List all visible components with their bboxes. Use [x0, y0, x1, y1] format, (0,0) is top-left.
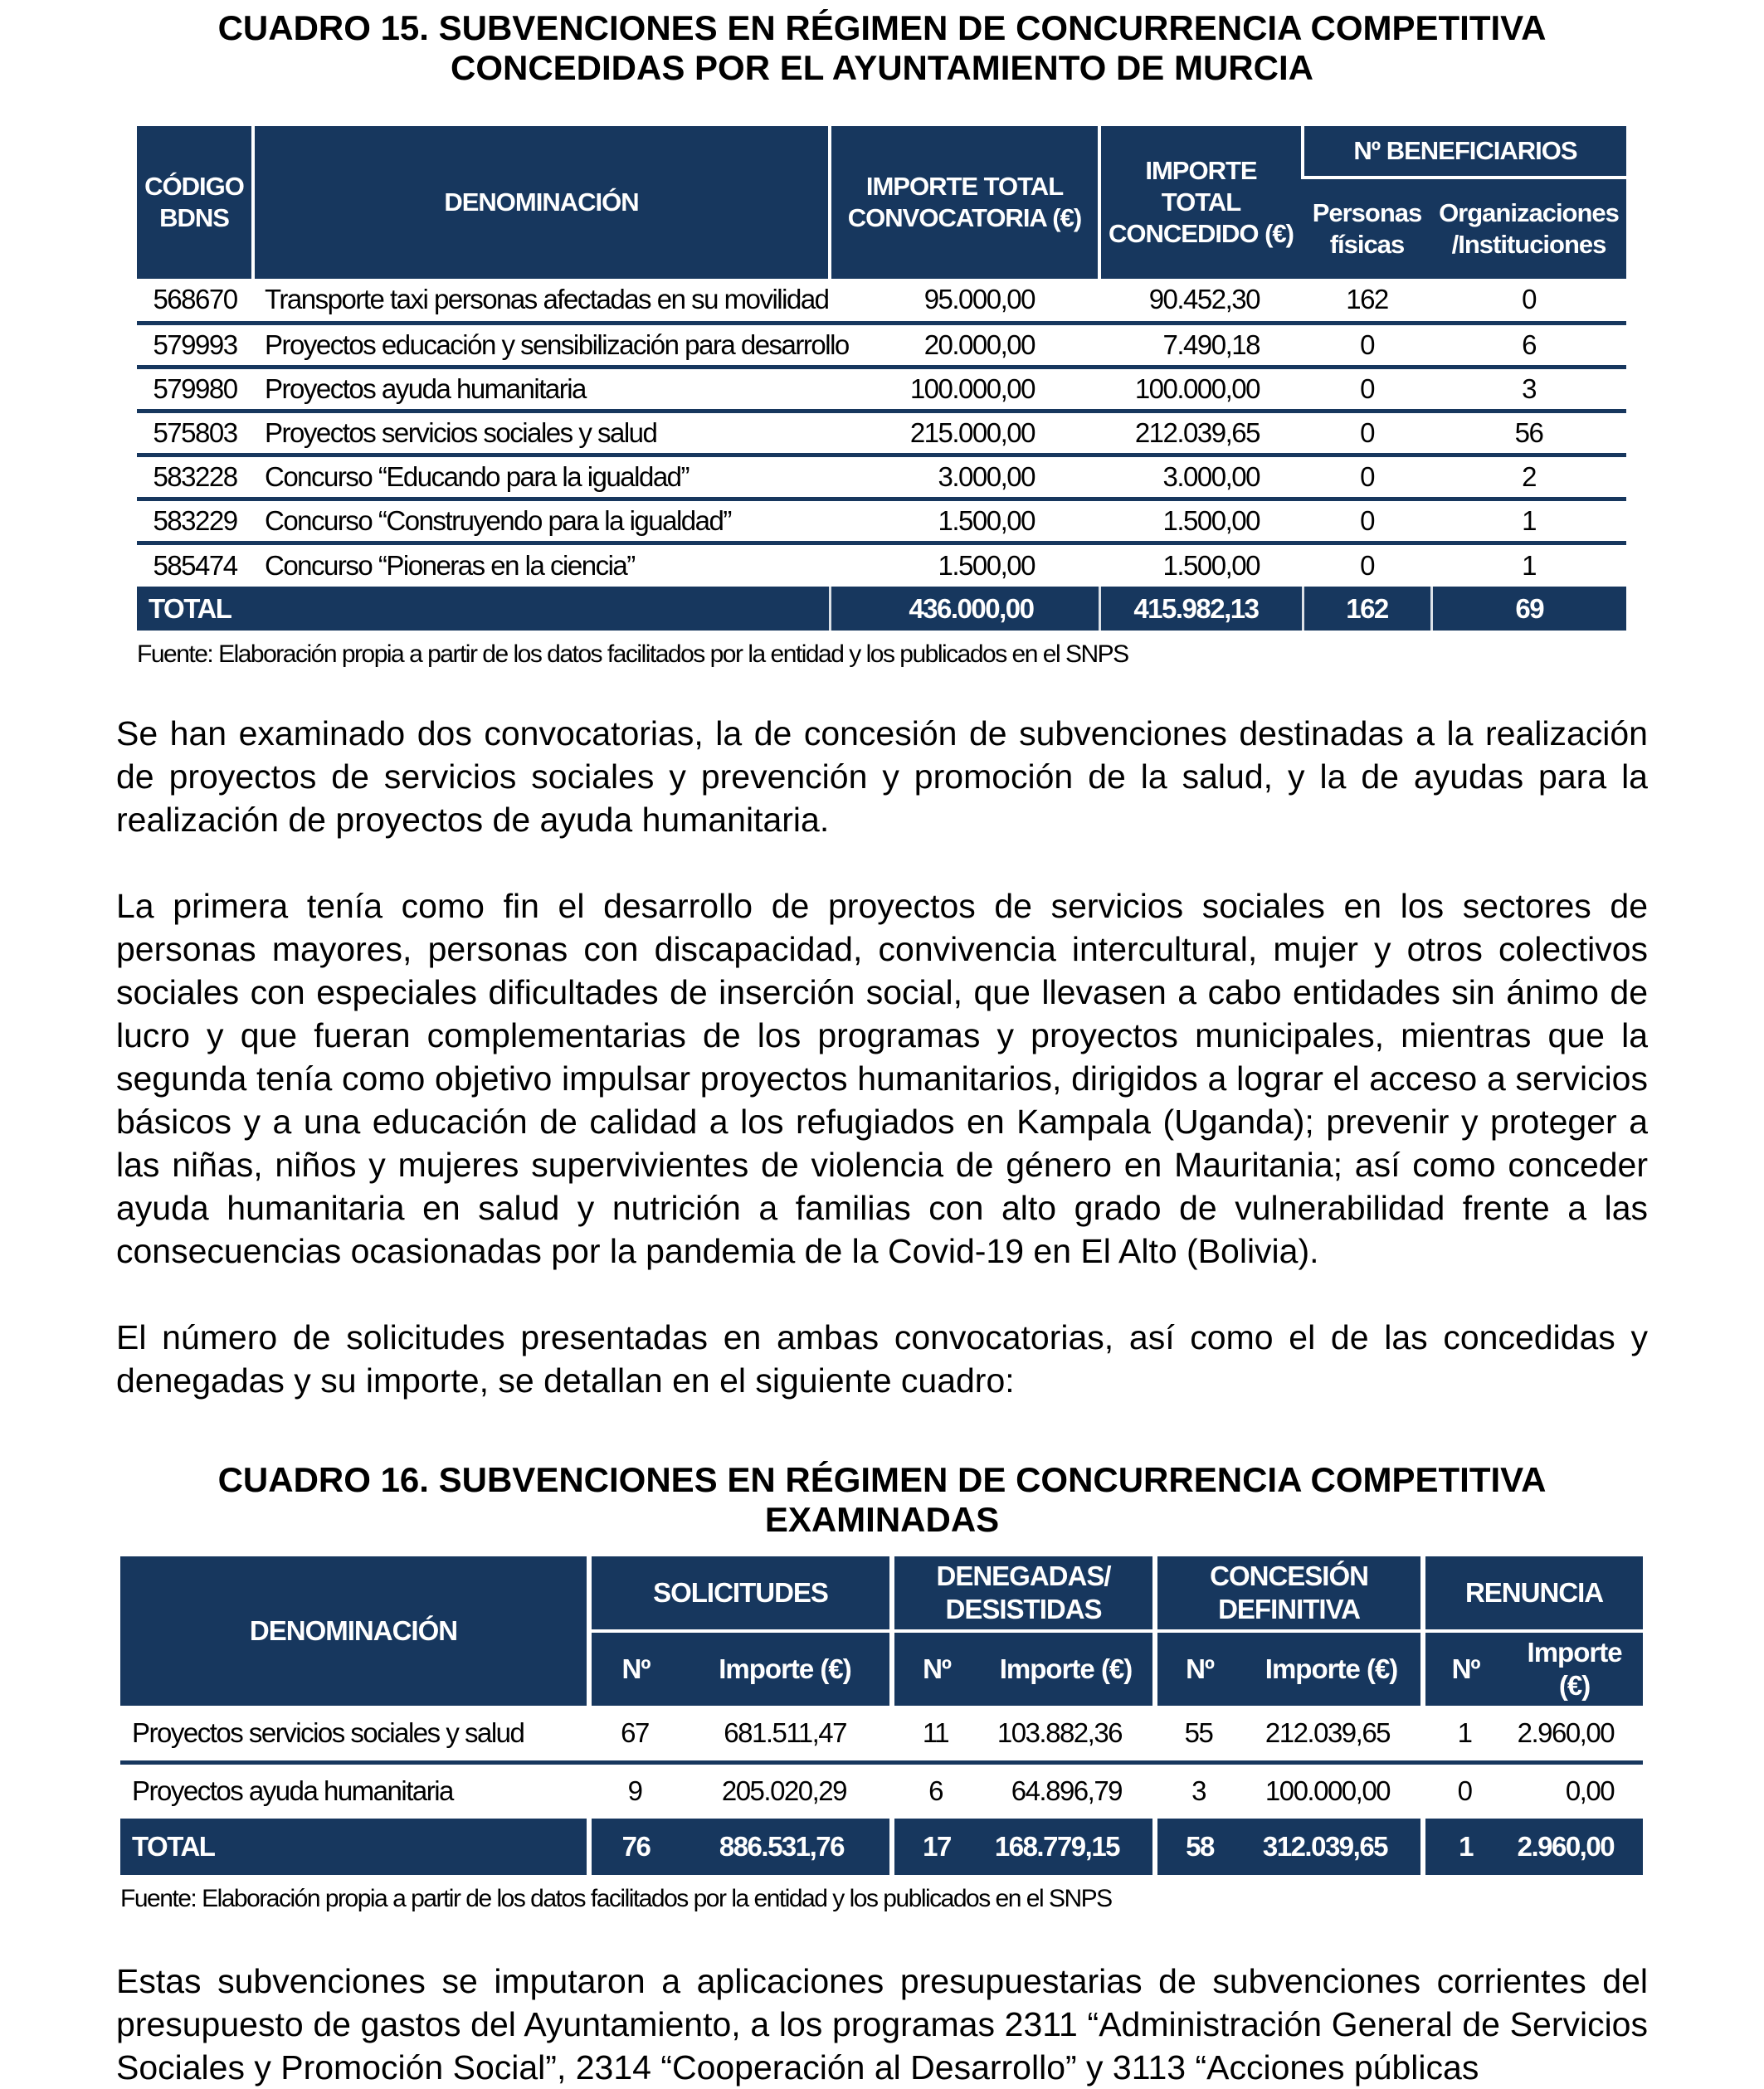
- cell-denegadas-importe: 103.882,36: [979, 1706, 1155, 1762]
- col-header-beneficiarios: Nº BENEFICIARIOS: [1303, 126, 1626, 178]
- cell-convocatoria: 1.500,00: [830, 543, 1099, 587]
- cell-concedido: 90.452,30: [1099, 279, 1303, 323]
- sub-header-denegadas-n: Nº: [892, 1631, 979, 1706]
- cell-denominacion: Proyectos educación y sensibilización para desarrollo: [253, 323, 830, 367]
- group-header-denegadas-desistidas: DENEGADAS/ DESISTIDAS: [892, 1556, 1155, 1631]
- cell-concedido: 3.000,00: [1099, 455, 1303, 499]
- total-denegadas-n: 17: [892, 1819, 979, 1875]
- table-row: [137, 279, 1626, 323]
- table-row: [137, 543, 1626, 587]
- table-row: [137, 367, 1626, 411]
- table-row: [120, 1762, 1643, 1819]
- sub-header-concesion-importe: Importe (€): [1242, 1631, 1423, 1706]
- col-header-denominacion: DENOMINACIÓN: [253, 126, 830, 279]
- cell-organizaciones: 6: [1431, 323, 1626, 367]
- cuadro16-title: [116, 1460, 1648, 1540]
- cell-organizaciones: 1: [1431, 543, 1626, 587]
- cell-personas: 0: [1303, 455, 1431, 499]
- cell-concedido: 1.500,00: [1099, 499, 1303, 543]
- total-convocatoria: 436.000,00: [830, 587, 1099, 631]
- cell-renuncia-importe: 0,00: [1506, 1762, 1643, 1819]
- cell-codigo: 579993: [137, 323, 253, 367]
- sub-header-renuncia-n: Nº: [1423, 1631, 1506, 1706]
- total-concedido: 415.982,13: [1099, 587, 1303, 631]
- sub-header-solicitudes-n: Nº: [589, 1631, 680, 1706]
- total-label: TOTAL: [120, 1819, 589, 1875]
- cell-denominacion: Concurso “Educando para la igualdad”: [253, 455, 830, 499]
- cell-convocatoria: 3.000,00: [830, 455, 1099, 499]
- group-header-concesion-definitiva: CONCESIÓN DEFINITIVA: [1155, 1556, 1423, 1631]
- table-row: [137, 499, 1626, 543]
- total-label: TOTAL: [137, 587, 830, 631]
- cell-personas: 0: [1303, 499, 1431, 543]
- paragraph-1: Se han examinado dos convocatorias, la de concesión de subvenciones destinadas a la realización de proyectos de servicios sociales y prevención y promoción de la salud, y la de ayudas para la realización de proyectos de ayuda humanitaria.: [116, 714, 1648, 839]
- cell-denominacion: Proyectos ayuda humanitaria: [253, 367, 830, 411]
- total-solicitudes-n: 76: [589, 1819, 680, 1875]
- table-row: [137, 455, 1626, 499]
- table-row: [120, 1706, 1643, 1762]
- col-header-denominacion: DENOMINACIÓN: [120, 1556, 589, 1706]
- cell-convocatoria: 1.500,00: [830, 499, 1099, 543]
- cell-denominacion: Transporte taxi personas afectadas en su movilidad: [253, 279, 830, 323]
- cell-renuncia-importe: 2.960,00: [1506, 1706, 1643, 1762]
- cell-personas: 0: [1303, 411, 1431, 455]
- cell-renuncia-n: 1: [1423, 1706, 1506, 1762]
- cuadro15-table: [137, 126, 1626, 631]
- cell-personas: 162: [1303, 279, 1431, 323]
- cell-personas: 0: [1303, 543, 1431, 587]
- cell-solicitudes-n: 67: [589, 1706, 680, 1762]
- cell-solicitudes-n: 9: [589, 1762, 680, 1819]
- cell-organizaciones: 56: [1431, 411, 1626, 455]
- cuadro15-source-note: Fuente: Elaboración propia a partir de los datos facilitados por la entidad y los publicados en el SNPS: [137, 640, 1128, 668]
- sub-header-concesion-n: Nº: [1155, 1631, 1242, 1706]
- sub-header-renuncia-importe: Importe (€): [1506, 1631, 1643, 1706]
- cell-denegadas-n: 6: [892, 1762, 979, 1819]
- col-header-codigo-bdns: CÓDIGO BDNS: [137, 126, 253, 279]
- cell-codigo: 585474: [137, 543, 253, 587]
- sub-header-denegadas-importe: Importe (€): [979, 1631, 1155, 1706]
- cell-convocatoria: 95.000,00: [830, 279, 1099, 323]
- paragraph-3: El número de solicitudes presentadas en ambas convocatorias, así como el de las concedidas y denegadas y su importe, se detallan en el siguiente cuadro:: [116, 1318, 1648, 1400]
- total-row: [137, 587, 1626, 631]
- total-row: [120, 1819, 1643, 1875]
- cell-denominacion: Proyectos servicios sociales y salud: [120, 1706, 589, 1762]
- cell-concesion-importe: 100.000,00: [1242, 1762, 1423, 1819]
- cell-concedido: 1.500,00: [1099, 543, 1303, 587]
- total-concesion-importe: 312.039,65: [1242, 1819, 1423, 1875]
- cell-denominacion: Concurso “Construyendo para la igualdad”: [253, 499, 830, 543]
- total-renuncia-importe: 2.960,00: [1506, 1819, 1643, 1875]
- cell-denominacion: Proyectos ayuda humanitaria: [120, 1762, 589, 1819]
- cuadro15-title-line2: CONCEDIDAS POR EL AYUNTAMIENTO DE MURCIA: [451, 48, 1313, 87]
- col-header-importe-concedido: IMPORTE TOTAL CONCEDIDO (€): [1099, 126, 1303, 279]
- cuadro16-title-line1: CUADRO 16. SUBVENCIONES EN RÉGIMEN DE CONCURRENCIA COMPETITIVA: [217, 1460, 1547, 1499]
- total-solicitudes-importe: 886.531,76: [680, 1819, 892, 1875]
- table-row: [137, 411, 1626, 455]
- sub-header-solicitudes-importe: Importe (€): [680, 1631, 892, 1706]
- total-denegadas-importe: 168.779,15: [979, 1819, 1155, 1875]
- total-organizaciones: 69: [1431, 587, 1626, 631]
- col-header-importe-convocatoria: IMPORTE TOTAL CONVOCATORIA (€): [830, 126, 1099, 279]
- cell-codigo: 568670: [137, 279, 253, 323]
- cuadro16-source-note: Fuente: Elaboración propia a partir de los datos facilitados por la entidad y los publicados en el SNPS: [120, 1885, 1112, 1912]
- cell-solicitudes-importe: 681.511,47: [680, 1706, 892, 1762]
- cell-concedido: 212.039,65: [1099, 411, 1303, 455]
- cell-personas: 0: [1303, 367, 1431, 411]
- cell-concesion-importe: 212.039,65: [1242, 1706, 1423, 1762]
- cell-concesion-n: 55: [1155, 1706, 1242, 1762]
- cell-organizaciones: 0: [1431, 279, 1626, 323]
- cell-codigo: 579980: [137, 367, 253, 411]
- group-header-solicitudes: SOLICITUDES: [589, 1556, 892, 1631]
- paragraph-2: La primera tenía como fin el desarrollo de proyectos de servicios sociales en los sectores de personas mayores, personas con discapacidad, convivencia intercultural, mujer y otros colectivos sociales con especiales dificultades de inserción social, que llevasen a cabo entidades sin ánimo de lucro y que fueran complementarias de los programas y proyectos municipales, mientras que la segunda tenía como objetivo impulsar proyectos humanitarios, dirigidos a lograr el acceso a servicios básicos y a una educación de calidad a los refugiados en Kampala (Uganda); prevenir y proteger a las niñas, niños y mujeres supervivientes de violencia de género en Mauritania; así como conceder ayuda humanitaria en salud y nutrición a familias con alto grado de vulnerabilidad frente a las consecuencias ocasionadas por la pandemia de la Covid-19 en El Alto (Bolivia).: [116, 887, 1648, 1270]
- cell-denominacion: Proyectos servicios sociales y salud: [253, 411, 830, 455]
- cell-organizaciones: 2: [1431, 455, 1626, 499]
- cuadro15-title-line1: CUADRO 15. SUBVENCIONES EN RÉGIMEN DE CONCURRENCIA COMPETITIVA: [217, 8, 1547, 47]
- cell-codigo: 583228: [137, 455, 253, 499]
- cell-concesion-n: 3: [1155, 1762, 1242, 1819]
- col-header-organizaciones: Organizaciones /Instituciones: [1431, 178, 1626, 279]
- cell-convocatoria: 215.000,00: [830, 411, 1099, 455]
- closing-paragraph: Estas subvenciones se imputaron a aplicaciones presupuestarias de subvenciones corrientes del presupuesto de gastos del Ayuntamiento, a los programas 2311 “Administración General de Servicios Sociales y Promoción Social”, 2314 “Cooperación al Desarrollo” y 3113 “Acciones públicas: [116, 1962, 1648, 2087]
- group-header-renuncia: RENUNCIA: [1423, 1556, 1643, 1631]
- table-row: [137, 323, 1626, 367]
- total-concesion-n: 58: [1155, 1819, 1242, 1875]
- cell-concedido: 100.000,00: [1099, 367, 1303, 411]
- cell-organizaciones: 3: [1431, 367, 1626, 411]
- col-header-personas-fisicas: Personas físicas: [1303, 178, 1431, 279]
- cell-denegadas-n: 11: [892, 1706, 979, 1762]
- cell-denominacion: Concurso “Pioneras en la ciencia”: [253, 543, 830, 587]
- cuadro16-title-line2: EXAMINADAS: [764, 1500, 1000, 1539]
- cell-organizaciones: 1: [1431, 499, 1626, 543]
- cell-renuncia-n: 0: [1423, 1762, 1506, 1819]
- cuadro16-table: [120, 1556, 1643, 1875]
- cuadro15-title: [116, 8, 1648, 88]
- total-personas: 162: [1303, 587, 1431, 631]
- cell-denegadas-importe: 64.896,79: [979, 1762, 1155, 1819]
- cell-personas: 0: [1303, 323, 1431, 367]
- cell-convocatoria: 20.000,00: [830, 323, 1099, 367]
- cell-solicitudes-importe: 205.020,29: [680, 1762, 892, 1819]
- cell-codigo: 583229: [137, 499, 253, 543]
- cell-codigo: 575803: [137, 411, 253, 455]
- cuadro16-header: [120, 1556, 1643, 1706]
- total-renuncia-n: 1: [1423, 1819, 1506, 1875]
- cuadro15-header: [137, 126, 1626, 279]
- cell-convocatoria: 100.000,00: [830, 367, 1099, 411]
- cell-concedido: 7.490,18: [1099, 323, 1303, 367]
